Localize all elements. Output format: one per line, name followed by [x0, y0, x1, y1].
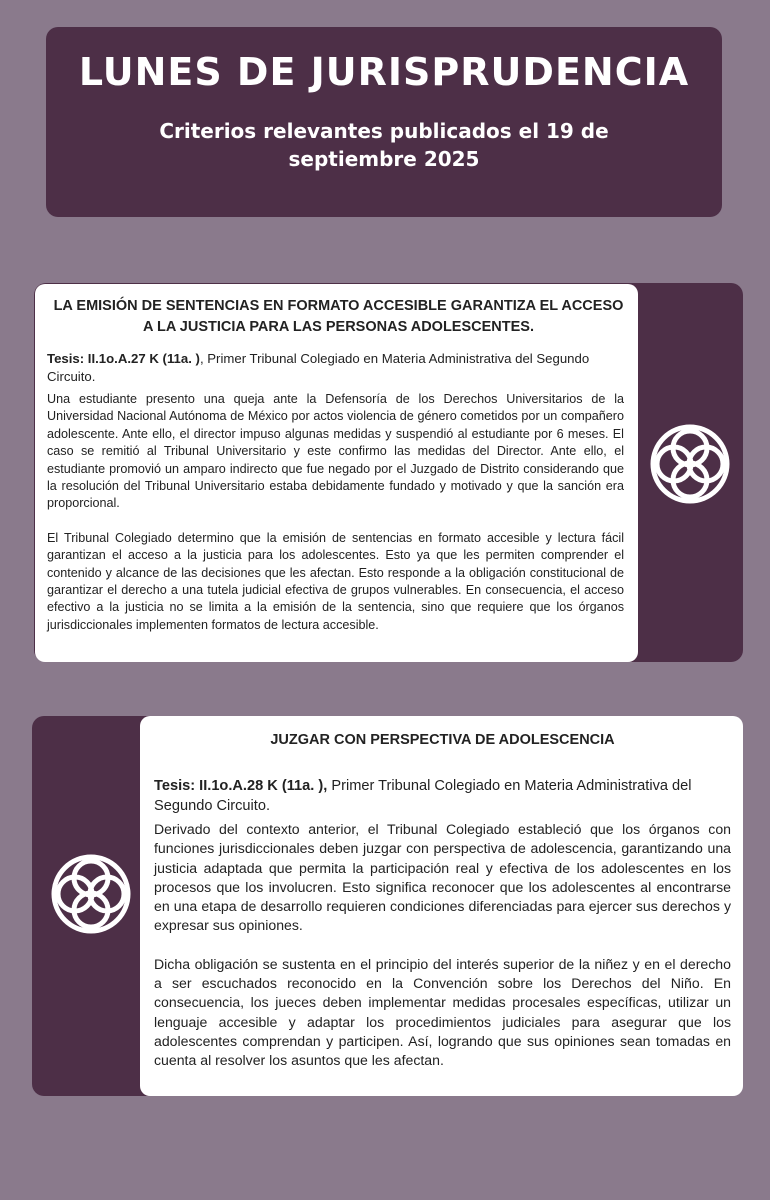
section2-tesis-court: Primer Tribunal Colegiado en Materia Administrativa del Segundo Circuito. [154, 778, 692, 814]
section2-paragraph2: Dicha obligación se sustenta en el principio del interés superior de la niñez y en el derecho a ser escuchados reconocido en la Convención sobre los Derechos del Niño. En consecuencia, los jueces deben implementar medidas procesales específicas, utilizar un lenguaje accesible y adaptar los procedimientos judiciales para asegurar que los adolescentes comprendan y participen. Así, logrando que sus opiniones sean tomadas en cuenta al resolver los asuntos que les afectan. [154, 955, 731, 1069]
section2-tesis-label: Tesis: II.1o.A.28 K (11a. ), [154, 778, 328, 794]
section2-paragraph1: Derivado del contexto anterior, el Tribunal Colegiado estableció que los órganos con funciones jurisdiccionales deben juzgar con perspectiva de adolescencia, garantizando una justicia adaptada que permita la participación real y efectiva de los adolescentes en los procesos que los involucren. Esto significa reconocer que los adolescentes al encontrarse en una etapa de desarrollo requieren condiciones diferenciadas para ejercer sus derechos y expresar sus opiniones. [154, 821, 731, 934]
page-subtitle: Criterios relevantes publicados el 19 de septiembre 2025 [159, 119, 609, 171]
section1-paragraph1: Una estudiante presento una queja ante la Defensoría de los Derechos Universitarios de la Universidad Nacional Autónoma de México por actos violencia de género cometidos por un compañero adolescente. Ante ello, el director impuso algunas medidas y suspendió al estudiante por 6 meses. El caso se remitió al Tribunal Universitario y este confirmo las medidas del Director. Ante ello, el estudiante promovió un amparo indirecto que fue negado por el Juzgado de Distrito considerando que la resolución del Tribunal Universitario estaba debidamente fundado y motivado y que la sanción era proporcional. [47, 392, 624, 511]
header-banner [46, 27, 722, 217]
section2-card [140, 716, 743, 1096]
page-title: LUNES DE JURISPRUDENCIA [78, 50, 690, 94]
section2-tesis [154, 776, 731, 816]
section1-tesis [47, 350, 624, 386]
section1-card [35, 284, 638, 662]
section1-title: LA EMISIÓN DE SENTENCIAS EN FORMATO ACCESIBLE GARANTIZA EL ACCESO A LA JUSTICIA PARA LAS PERSONAS ADOLESCENTES. [53, 298, 624, 335]
section1-tesis-court: , Primer Tribunal Colegiado en Materia Administrativa del Segundo Circuito. [47, 351, 590, 384]
section1-paragraph2: El Tribunal Colegiado determino que la emisión de sentencias en formato accesible y lectura fácil garantizan el acceso a la justicia para los adolescentes. Esto ya que les permiten comprender el contenido y alcance de las decisiones que les afectan. Esto responde a la obligación constitucional de garantizar el derecho a una tutela judicial efectiva de grupos vulnerables. En consecuencia, el acceso efectivo a la justicia no se limita a la emisión de la sentencia, sino que requiere que los órganos jurisdiccionales implementen formatos de lectura accesible. [47, 530, 624, 632]
knot-emblem-icon [649, 423, 731, 505]
section1-tesis-label: Tesis: II.1o.A.27 K (11a. ) [47, 351, 200, 366]
section2-title: JUZGAR CON PERSPECTIVA DE ADOLESCENCIA [270, 732, 615, 748]
knot-emblem-icon [50, 853, 132, 935]
